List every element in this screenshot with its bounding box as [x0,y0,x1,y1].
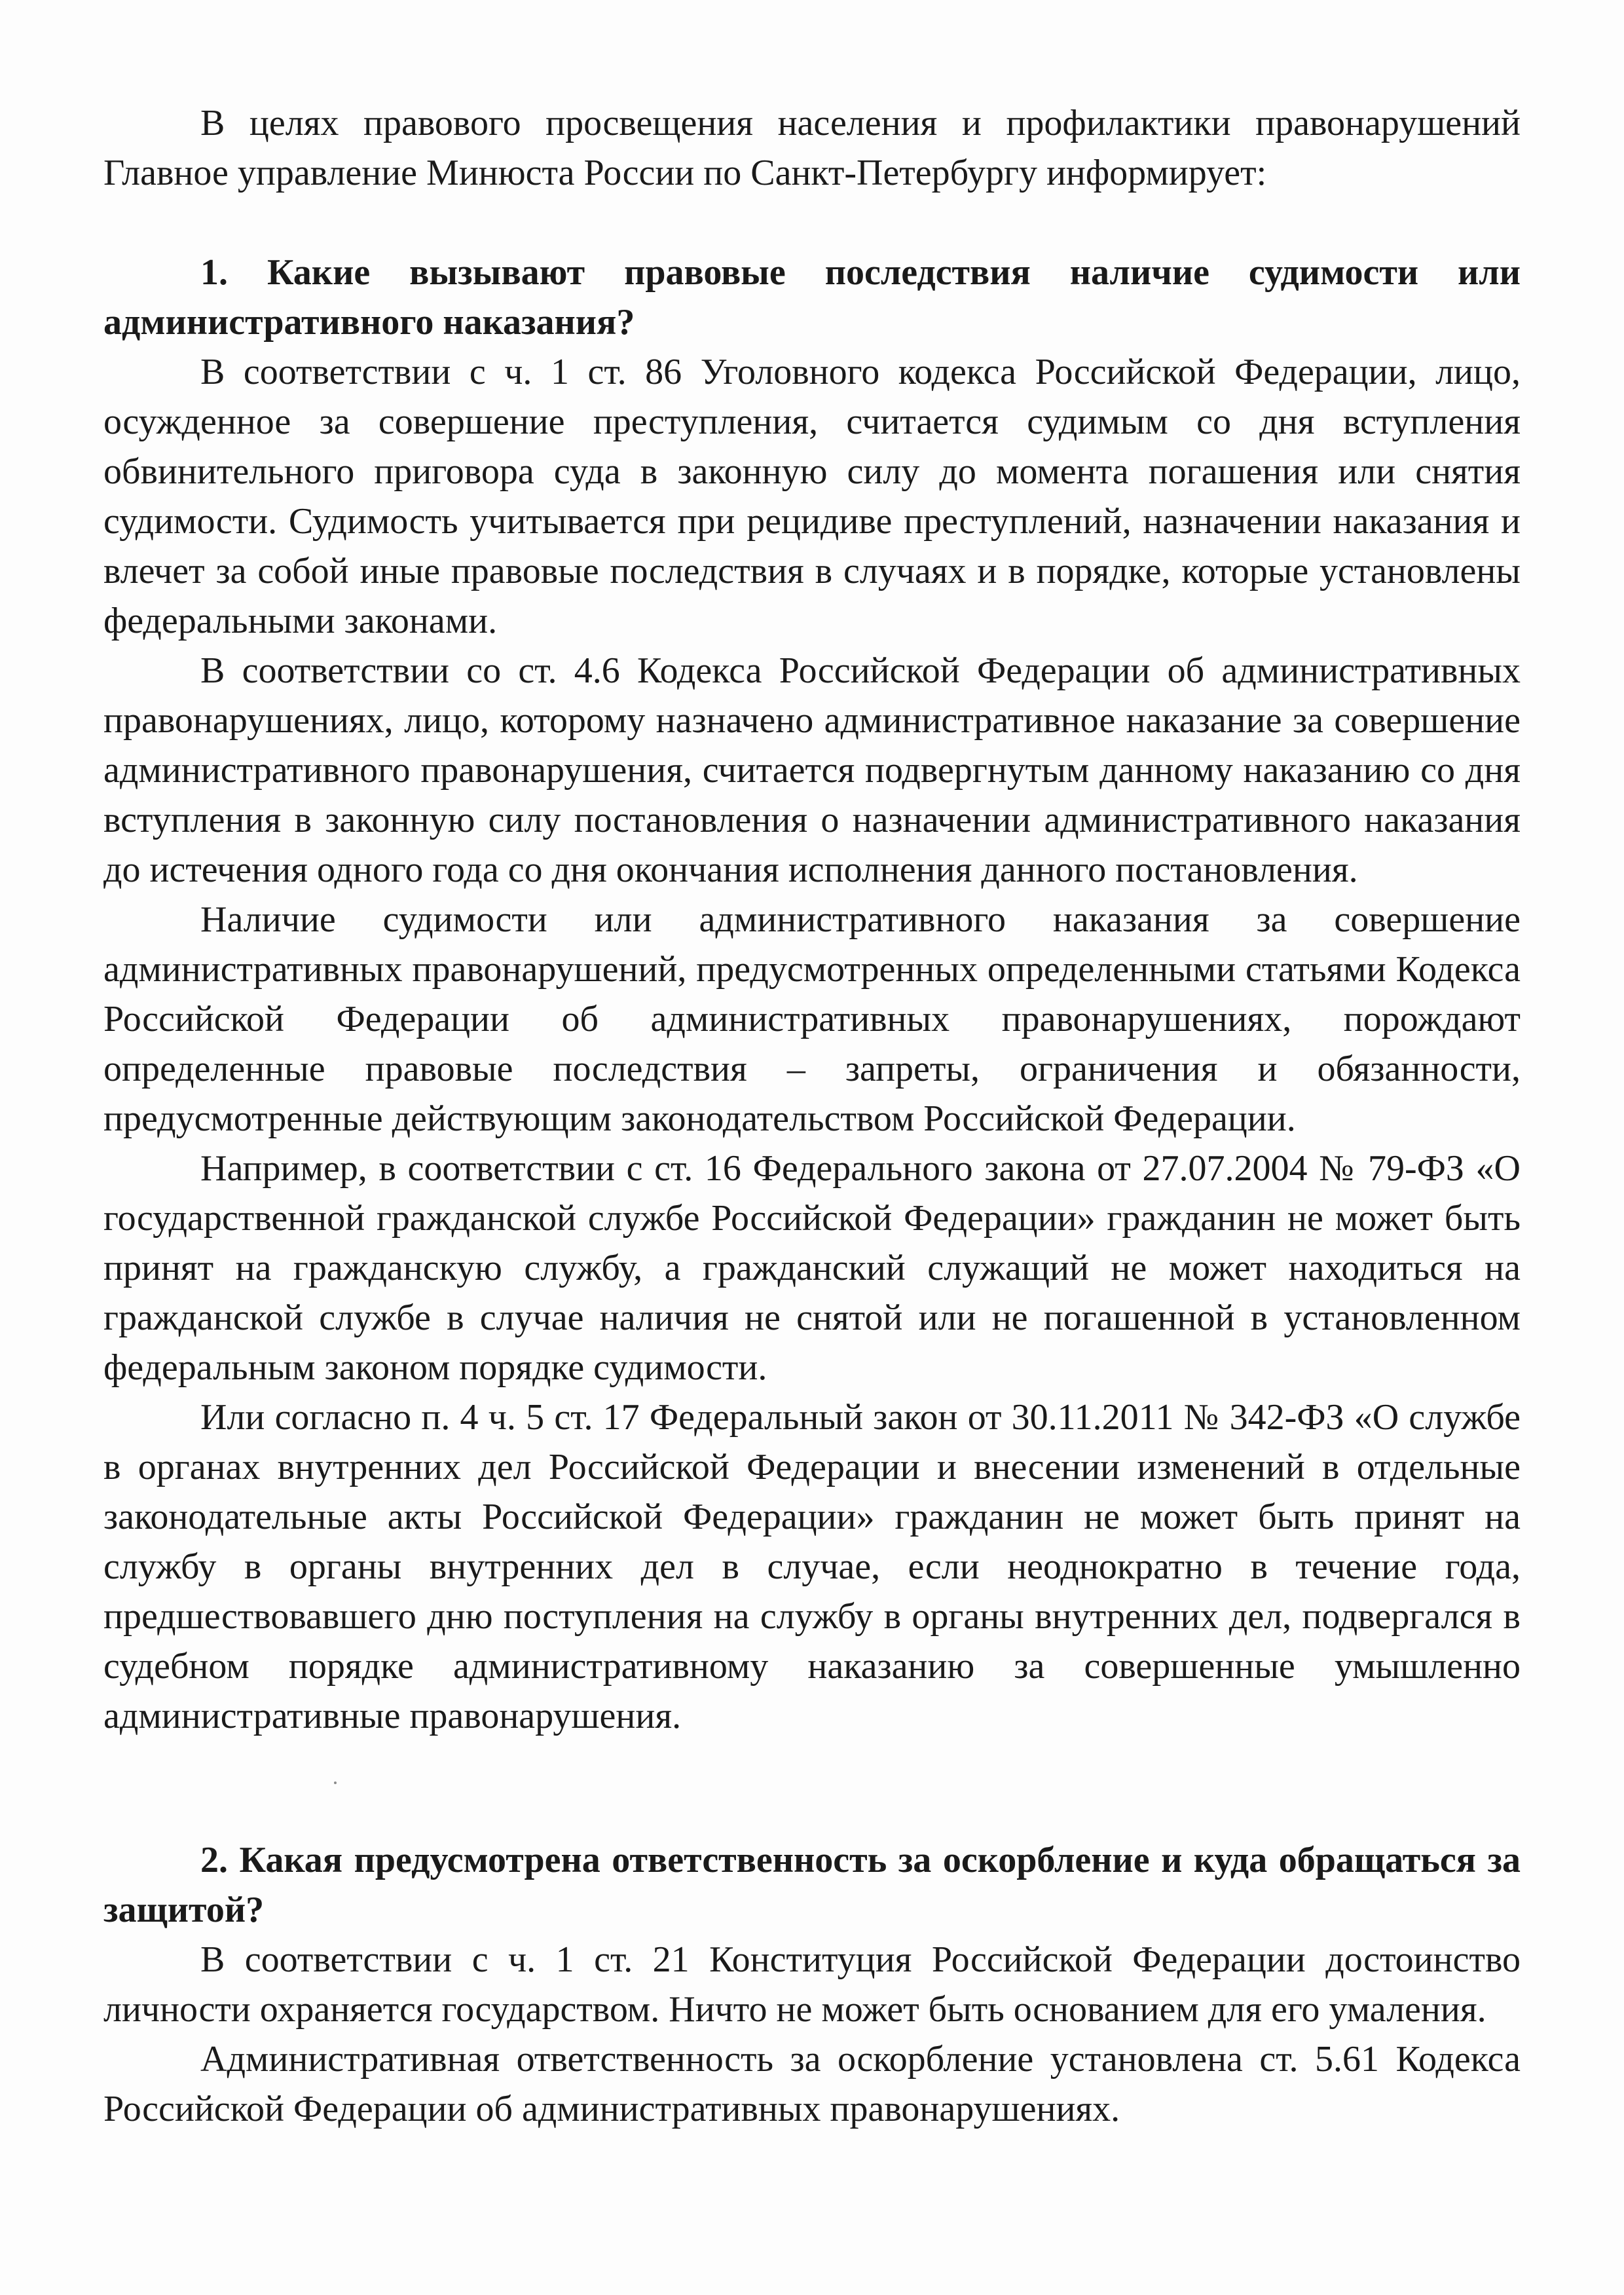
spacer [103,198,1521,248]
intro-paragraph: В целях правового просвещения населения и профилактики правонарушений Главное управление Минюста России по Санкт-Петербургу информирует: [103,103,1521,193]
section-2-paragraph-1: В соответствии с ч. 1 ст. 21 Конституция Российской Федерации достоинство личности охраняется государством. Ничто не может быть основанием для его умаления. [103,1939,1521,2030]
section-1-heading: 1. Какие вызывают правовые последствия наличие судимости или административного наказания? [103,252,1521,343]
section-1-paragraph-4: Например, в соответствии с ст. 16 Федерального закона от 27.07.2004 № 79-ФЗ «О государственной гражданской службе Российской Федерации» гражданин не может быть принят на гражданскую службу, а гражданский служащий не может находиться на гражданской службе в случае наличия не снятой или не погашенной в установленном федеральным законом порядке судимости. [103,1148,1521,1388]
scan-speck [334,1782,337,1784]
section-1-paragraph-2: В соответствии со ст. 4.6 Кодекса Российской Федерации об административных правонарушениях, лицо, которому назначено административное наказание за совершение административного правонарушения, считается подвергнутым данному наказанию со дня вступления в законную силу постановления о назначении административного наказания до истечения одного года со дня окончания исполнения данного постановления. [103,650,1521,890]
section-1-paragraph-1: В соответствии с ч. 1 ст. 86 Уголовного кодекса Российской Федерации, лицо, осужденное за совершение преступления, считается судимым со дня вступления обвинительного приговора суда в законную силу до момента погашения или снятия судимости. Судимость учитывается при рецидиве преступлений, назначении наказания и влечет за собой иные правовые последствия в случаях и в порядке, которые установлены федеральными законами. [103,352,1521,641]
spacer [103,1741,1521,1835]
section-2-paragraph-2: Административная ответственность за оскорбление установлена ст. 5.61 Кодекса Российской Федерации об административных правонарушениях. [103,2039,1521,2129]
section-1-paragraph-5: Или согласно п. 4 ч. 5 ст. 17 Федеральный закон от 30.11.2011 № 342-ФЗ «О службе в органах внутренних дел Российской Федерации и внесении изменений в отдельные законодательные акты Российской Федерации» гражданин не может быть принят на службу в органы внутренних дел в случае, если неоднократно в течение года, предшествовавшего дню поступления на службу в органы внутренних дел, подвергался в судебном порядке административному наказанию за совершенные умышленно административные правонарушения. [103,1397,1521,1736]
section-1-paragraph-3: Наличие судимости или административного наказания за совершение административных правонарушений, предусмотренных определенными статьями Кодекса Российской Федерации об административных правонарушениях, порождают определенные правовые последствия – запреты, ограничения и обязанности, предусмотренные действующим законодательством Российской Федерации. [103,899,1521,1139]
document-body [103,98,1521,2134]
section-2-heading: 2. Какая предусмотрена ответственность за оскорбление и куда обращаться за защитой? [103,1840,1521,1930]
